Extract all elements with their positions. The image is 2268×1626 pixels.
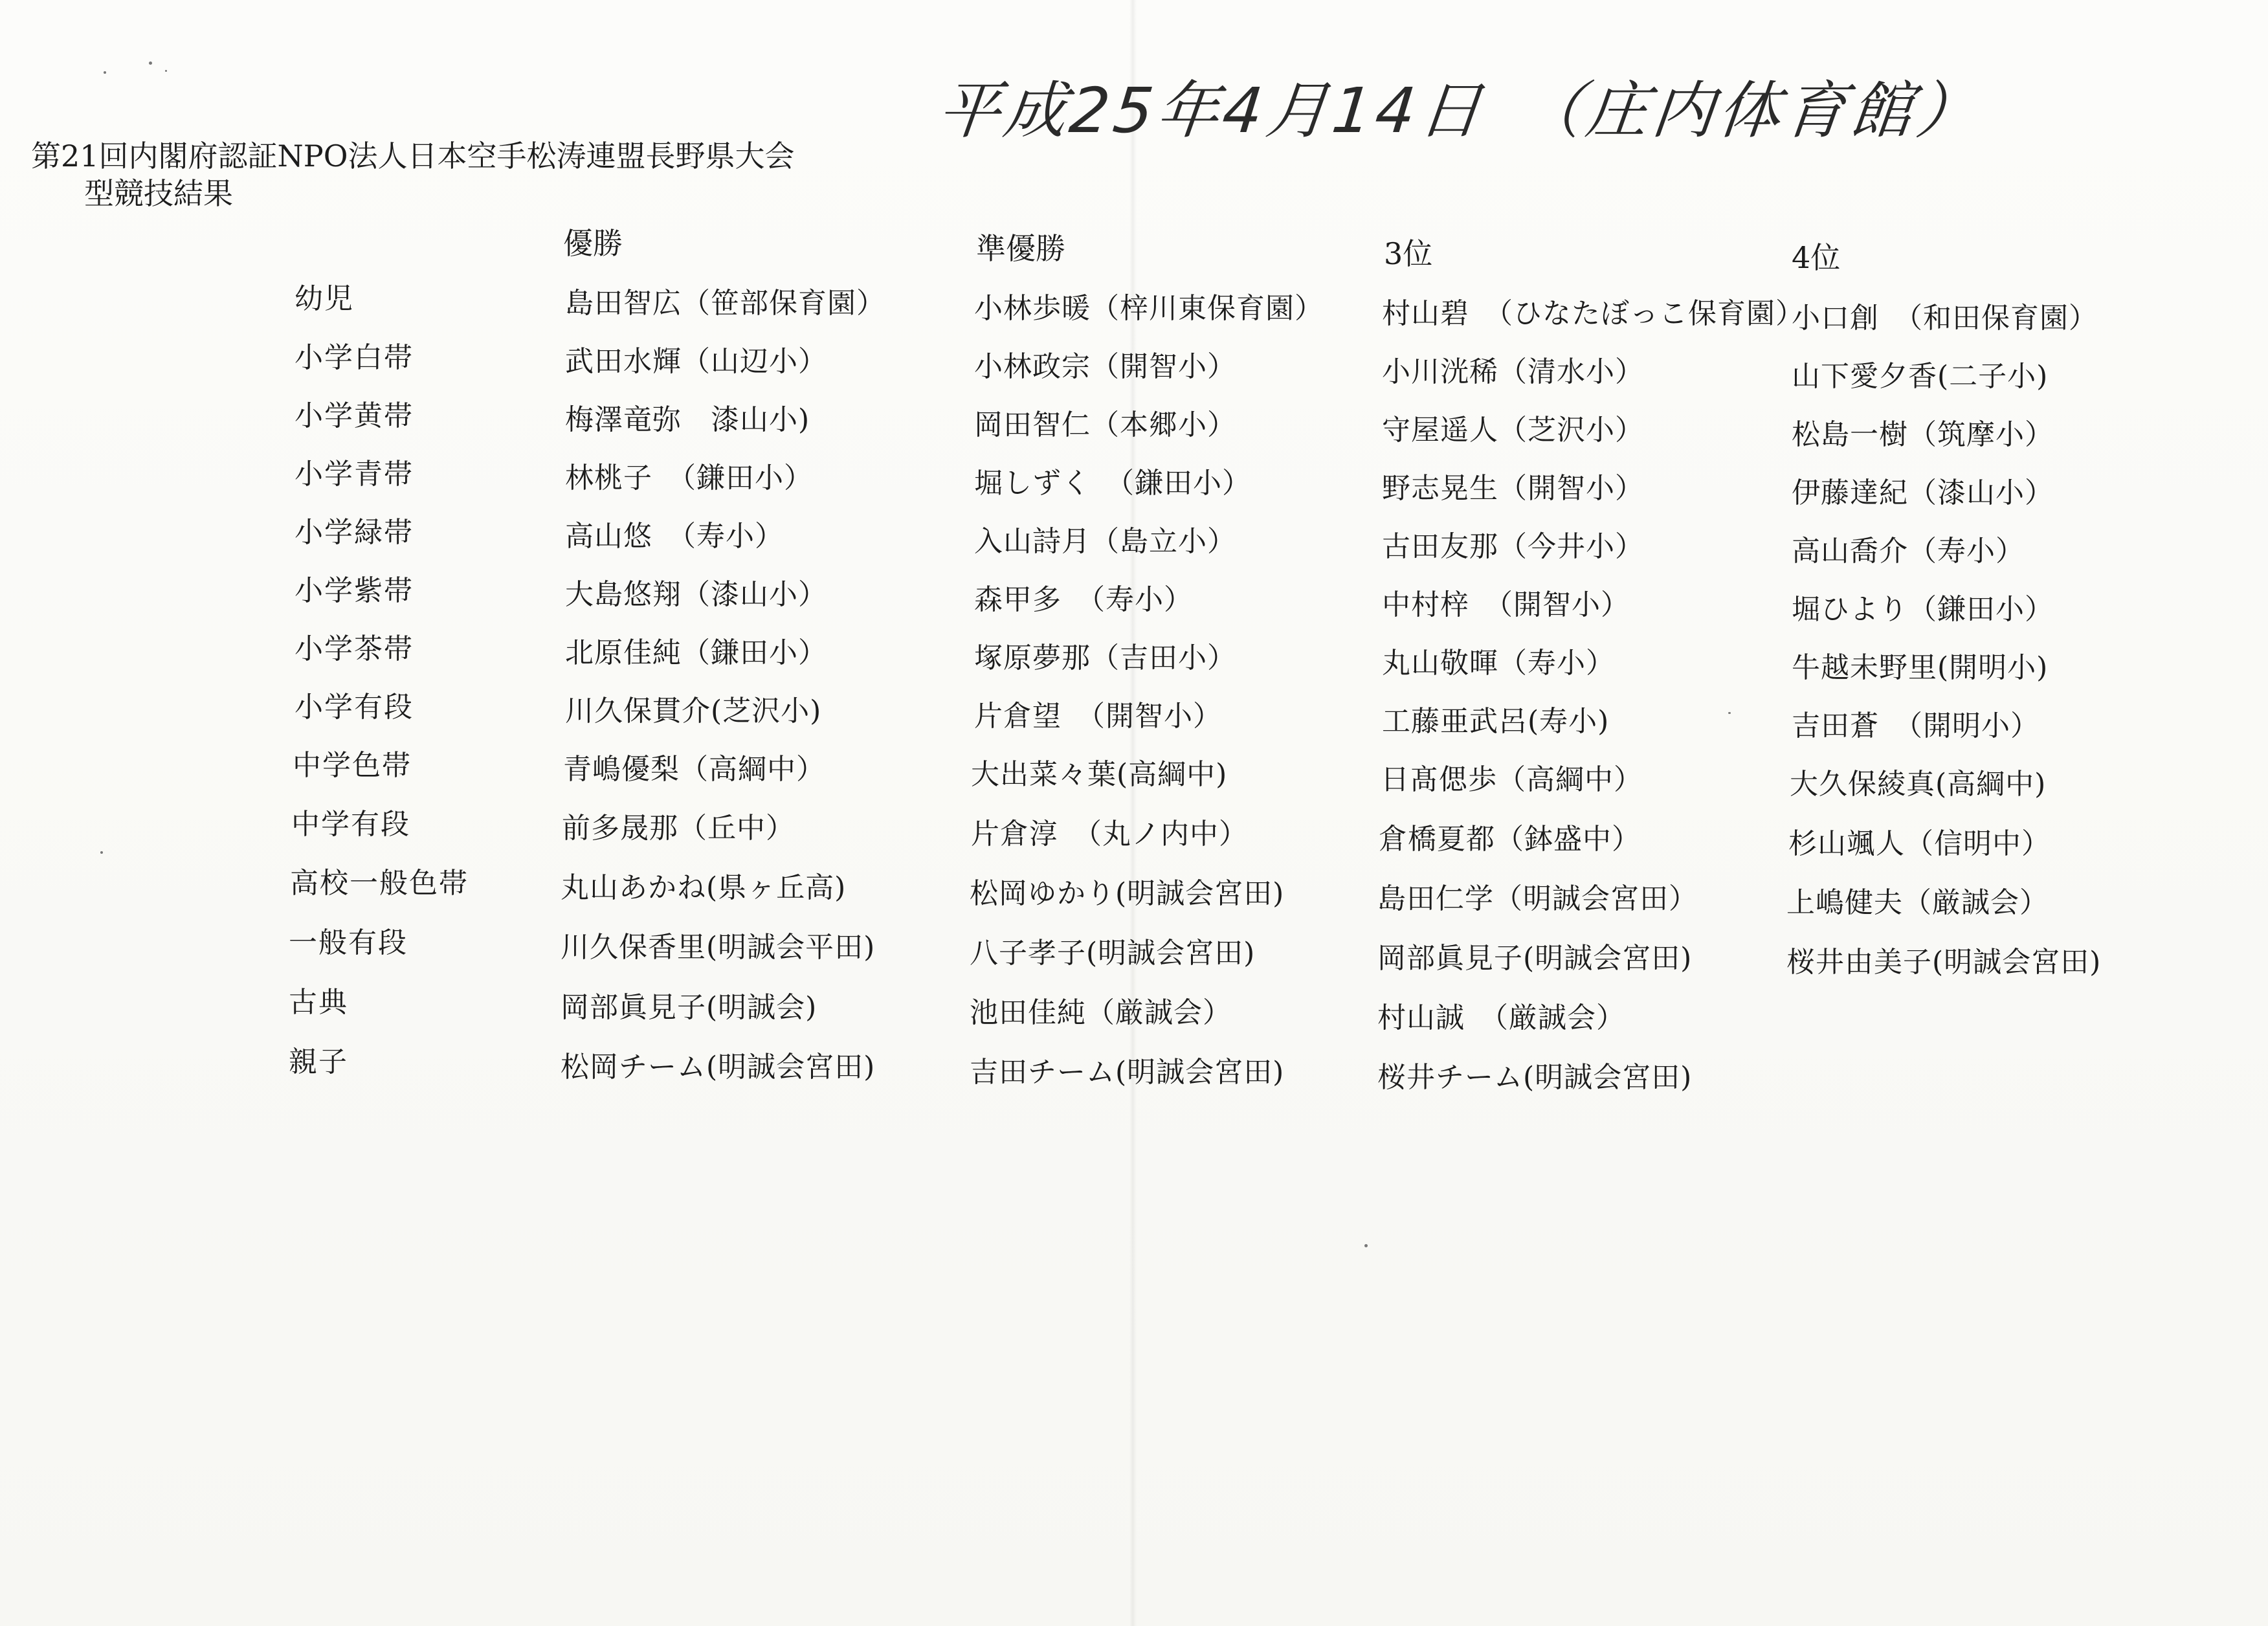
result-fourth: 桜井由美子(明誠会宮田) bbox=[1786, 946, 2102, 979]
result-second: 塚原夢那（吉田小） bbox=[974, 641, 1236, 674]
result-first: 丸山あかね(県ヶ丘高) bbox=[561, 871, 847, 904]
result-first: 川久保香里(明誠会平田) bbox=[561, 931, 876, 964]
result-first: 川久保貫介(芝沢小) bbox=[565, 695, 822, 728]
result-fourth: 松島一樹（筑摩小） bbox=[1792, 418, 2054, 451]
header-second-place: 準優勝 bbox=[976, 231, 1065, 266]
header-third-place: 3位 bbox=[1384, 236, 1433, 271]
result-first: 青嶋優梨（高綱中） bbox=[563, 753, 825, 786]
scan-speck bbox=[104, 71, 106, 74]
result-third: 古田友那（今井小） bbox=[1382, 530, 1644, 563]
row-category: 小学黄帯 bbox=[295, 399, 414, 432]
result-first: 高山悠 （寿小） bbox=[565, 520, 784, 553]
result-third: 守屋遥人（芝沢小） bbox=[1382, 414, 1644, 447]
row-category: 親子 bbox=[289, 1045, 348, 1078]
result-second: 入山詩月（島立小） bbox=[974, 525, 1236, 558]
scan-speck bbox=[1728, 712, 1731, 714]
result-third: 倉橋夏都（鉢盛中） bbox=[1379, 823, 1641, 856]
scan-speck bbox=[165, 70, 167, 72]
row-category: 一般有段 bbox=[289, 926, 408, 959]
result-first: 武田水輝（山辺小） bbox=[565, 345, 827, 378]
row-category: 幼児 bbox=[295, 282, 354, 315]
result-third: 岡部眞見子(明誠会宮田) bbox=[1377, 942, 1693, 975]
result-third: 小川洸稀（清水小） bbox=[1382, 355, 1644, 388]
result-second: 八子孝子(明誠会宮田) bbox=[970, 937, 1256, 970]
result-second: 小林歩暖（梓川東保育園） bbox=[974, 292, 1324, 325]
result-second: 堀しずく （鎌田小） bbox=[974, 467, 1251, 500]
row-category: 小学紫帯 bbox=[295, 574, 414, 607]
result-first: 林桃子 （鎌田小） bbox=[565, 462, 813, 495]
row-category: 小学茶帯 bbox=[295, 632, 414, 665]
row-category: 小学緑帯 bbox=[295, 516, 414, 549]
header-first-place: 優勝 bbox=[563, 226, 623, 261]
row-category: 小学青帯 bbox=[295, 458, 414, 491]
result-third: 野志晃生（開智小） bbox=[1382, 472, 1644, 505]
result-first: 北原佳純（鎌田小） bbox=[565, 636, 827, 669]
document-subtitle: 型競技結果 bbox=[84, 176, 233, 211]
scan-speck bbox=[100, 851, 103, 854]
result-third: 日髙偲歩（高綱中） bbox=[1381, 763, 1643, 796]
result-first: 前多晟那（丘中） bbox=[562, 812, 795, 845]
result-third: 村山碧 （ひなたぼっこ保育園） bbox=[1382, 297, 1805, 330]
result-second: 片倉淳 （丸ノ内中） bbox=[971, 818, 1248, 851]
scan-speck bbox=[149, 61, 152, 65]
document-title: 第21回内閣府認証NPO法人日本空手松涛連盟長野県大会 bbox=[31, 139, 795, 173]
row-category: 小学白帯 bbox=[295, 341, 414, 374]
result-first: 大島悠翔（漆山小） bbox=[565, 578, 827, 611]
result-third: 中村梓 （開智小） bbox=[1382, 588, 1630, 621]
row-category: 小学有段 bbox=[295, 691, 414, 724]
result-second: 松岡ゆかり(明誠会宮田) bbox=[970, 877, 1285, 910]
result-fourth: 高山喬介（寿小） bbox=[1792, 535, 2025, 568]
result-fourth: 杉山颯人（信明中） bbox=[1788, 827, 2051, 860]
row-category: 中学色帯 bbox=[293, 749, 412, 782]
result-fourth: 山下愛夕香(二子小) bbox=[1792, 360, 2049, 393]
result-first: 梅澤竜弥 漆山小) bbox=[565, 403, 810, 436]
row-category: 古典 bbox=[289, 986, 348, 1019]
result-third: 村山誠 （厳誠会） bbox=[1377, 1001, 1625, 1034]
result-third: 工藤亜武呂(寿小) bbox=[1382, 705, 1610, 738]
handwritten-date-venue: 平成25年4月14日 （庄内体育館） bbox=[934, 74, 1986, 147]
result-first: 岡部眞見子(明誠会) bbox=[561, 991, 817, 1024]
result-third: 島田仁学（明誠会宮田） bbox=[1377, 882, 1698, 915]
result-fourth: 堀ひより（鎌田小） bbox=[1792, 593, 2054, 626]
result-fourth: 上嶋健夫（厳誠会） bbox=[1786, 886, 2049, 919]
result-fourth: 吉田蒼 （開明小） bbox=[1792, 709, 2040, 742]
result-second: 岡田智仁（本郷小） bbox=[974, 408, 1236, 441]
result-third: 桜井チーム(明誠会宮田) bbox=[1377, 1061, 1693, 1094]
result-second: 池田佳純（厳誠会） bbox=[970, 996, 1232, 1029]
result-fourth: 牛越未野里(開明小) bbox=[1792, 651, 2049, 684]
result-fourth: 大久保綾真(高綱中) bbox=[1790, 768, 2047, 801]
result-second: 吉田チーム(明誠会宮田) bbox=[970, 1056, 1285, 1089]
result-second: 片倉望 （開智小） bbox=[974, 700, 1222, 733]
result-second: 小林政宗（開智小） bbox=[974, 350, 1236, 383]
header-fourth-place: 4位 bbox=[1792, 240, 1841, 275]
result-third: 丸山敬暉（寿小） bbox=[1382, 647, 1615, 680]
scan-speck bbox=[1364, 1244, 1368, 1247]
result-fourth: 伊藤達紀（漆山小） bbox=[1792, 476, 2054, 509]
row-category: 高校一般色帯 bbox=[290, 867, 469, 900]
result-fourth: 小口創 （和田保育園） bbox=[1792, 302, 2098, 335]
result-first: 島田智広（笹部保育園） bbox=[565, 287, 885, 320]
row-category: 中学有段 bbox=[291, 808, 410, 841]
result-second: 森甲多 （寿小） bbox=[974, 583, 1193, 616]
result-second: 大出菜々葉(高綱中) bbox=[971, 758, 1228, 791]
result-first: 松岡チーム(明誠会宮田) bbox=[561, 1051, 876, 1084]
